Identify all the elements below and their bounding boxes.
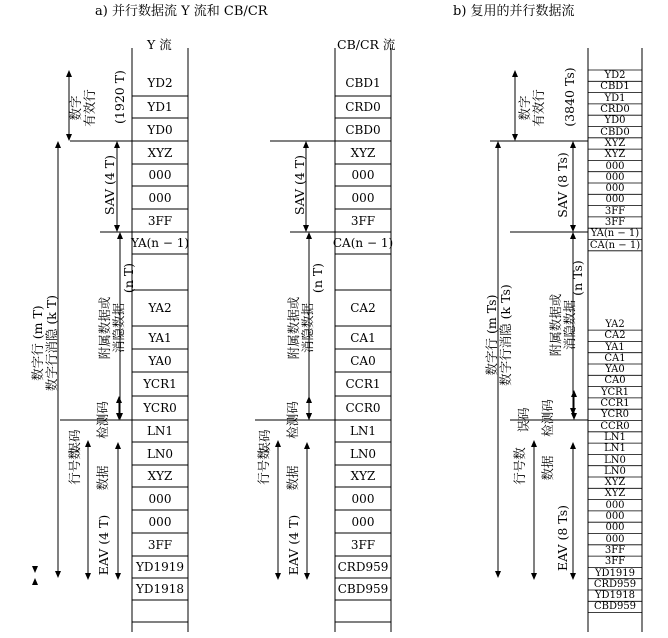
c-anc-arrow-head-up [306,232,312,239]
err-label-y: 误码 [67,429,82,455]
mux-stream-cell: 000 [605,533,625,545]
mux-anc-arrow-head-up [570,232,576,239]
line-label-y: 数字行 (m T) 数字行消隐 (k T) [30,294,59,392]
mux-stream-cell: YA1 [605,341,625,353]
mux-stream-cell: YA2 [605,318,625,330]
mux-active-arrow-head-down [512,134,518,141]
c-sav-arrow-head-up [303,141,309,148]
y-stream-cell: XYZ [147,145,173,160]
mux-stream-cell: XYZ [604,488,626,500]
y-eav-arrow-head-down [115,573,121,580]
mux-stream-cell: LN0 [604,454,626,466]
y-small-mark-2 [32,578,38,585]
y-eav-arrow-head-up [115,442,121,449]
y-stream-cell: YD1918 [135,582,185,596]
anc-n-label-c: (n T) [310,262,325,294]
c-stream-cell: CCR1 [345,377,381,391]
c-stream-cell: 000 [351,168,375,182]
mux-crc-arrow-head-down [571,413,577,420]
c-stream-cell: CRD0 [345,100,381,114]
mux-stream-cell: XYZ [604,149,626,161]
y-line-arrow-head-up [55,141,61,148]
mux-stream-cell: 3FF [604,205,626,217]
y-stream-cell: YD2 [147,76,173,90]
y-stream-cell: LN0 [146,446,174,461]
lnum-label-c: 行号数 [256,447,271,485]
anc-n-label-mux: (n Ts) [570,260,585,296]
sav-label-y: SAV (4 T) [102,155,117,215]
y-stream-cell: LN1 [146,424,174,438]
mux-stream-cell: 000 [605,160,625,172]
sav-label-mux: SAV (8 Ts) [555,152,570,218]
y-stream-cell: YA0 [148,353,172,368]
y-stream-cell: 000 [148,190,172,205]
y-lnum-arrow-head-down [85,573,91,580]
c-stream-cell: CA1 [350,330,376,345]
digital-active-label-mux: 数字 有效行 [517,89,546,127]
y-active-arrow-head-down [66,134,72,141]
mux-stream-cell: YA(n − 1) [590,228,640,240]
y-crc-arrow-head-up [116,396,122,403]
y-stream-cell: 3FF [147,537,173,552]
mux-stream-cell: CA2 [604,330,626,342]
mux-stream-cell: 3FF [604,544,626,556]
c-stream-cell: CBD959 [337,582,389,596]
mux-stream-cell: YA0 [605,364,625,376]
mux-stream-cell: YCR0 [601,409,629,421]
mux-stream-cell: 000 [605,183,625,195]
anc-label-c: 附属数据或 消隐数据 [286,296,315,360]
c-stream-cell: LN1 [349,424,377,438]
mux-stream-cell: 000 [605,511,625,523]
c-stream-cell: 000 [351,190,375,205]
mux-stream-cell: CCR1 [600,398,630,410]
mux-stream-cell: CRD0 [600,104,630,116]
mux-stream-cell: CA0 [604,375,626,387]
lnum-label-y: 行号数 [67,447,82,485]
ldata-label-y: 数据 [95,465,110,491]
mux-sav-arrow-head-down [570,225,576,232]
c-stream-cell: 3FF [350,537,376,552]
active-duration-label-y: (1920 T) [112,70,127,124]
crc-label-y: 检测码 [95,401,110,439]
y-sav-arrow-head-up [114,141,120,148]
mux-stream-cell: 000 [605,194,625,206]
c-lnum-arrow-head-up [275,440,281,447]
c-stream-cell: CBD1 [345,76,381,90]
c-stream-cell: CA2 [350,301,376,315]
y-small-mark-1 [32,566,38,573]
y-anc-arrow-head-up [117,232,123,239]
y-stream-cell: YD1919 [135,560,185,574]
mux-stream-cell: YD1918 [594,590,636,602]
digital-active-label-y: 数字 有效行 [68,89,97,127]
c-stream-cell: CA(n − 1) [332,236,394,250]
c-stream-cell: 000 [351,514,375,529]
eav-label-y: EAV (4 T) [96,514,111,576]
mux-eav-arrow-head-down [570,573,576,580]
mux-crc-arrow-head-up [571,390,577,397]
y-line-arrow-head-down [55,571,61,578]
mux-stream-cell: CA(n − 1) [589,239,641,251]
y-sav-arrow-head-down [114,225,120,232]
mux-stream-cell: YD0 [604,115,626,127]
c-crc-arrow-head-down [306,413,312,420]
mux-stream-cell: LN1 [604,443,626,455]
y-lnum-arrow-head-up [85,440,91,447]
mux-stream-cell: 3FF [604,217,626,229]
err-label-c: 误码 [257,429,272,455]
ldata-label-mux: 数据 [540,455,555,481]
y-stream-cell: YD0 [147,122,173,137]
mux-stream-cell: 000 [605,522,625,534]
active-duration-label-mux: (3840 Ts) [562,67,577,127]
c-stream-cell: 3FF [350,213,376,228]
eav-label-mux: EAV (8 Ts) [555,504,570,572]
line-label-mux: 数字行 (m Ts) 数字行消隐 (k Ts) [484,284,513,386]
mux-stream-cell: 3FF [604,556,626,568]
y-stream-cell: 000 [148,514,172,529]
c-stream-cell: XYZ [350,145,376,160]
c-stream-cell: LN0 [349,446,377,461]
y-stream-cell: 000 [148,491,172,506]
c-eav-arrow-head-up [304,442,310,449]
eav-label-c: EAV (4 T) [286,514,301,576]
y-stream-cell: YA(n − 1) [130,236,190,250]
c-lnum-arrow-head-down [275,573,281,580]
mux-line-arrow-head-down [495,571,501,578]
mux-line-arrow-head-up [495,141,501,148]
y-stream-cell: YA1 [148,330,172,345]
c-stream-cell: CRD959 [337,560,389,574]
header-y-stream: Y 流 [147,37,172,52]
title-b: b) 复用的并行数据流 [453,4,575,19]
mux-lnum-arrow-head-up [531,440,537,447]
c-stream-cell: 000 [351,491,375,506]
mux-eav-arrow-head-up [570,442,576,449]
mux-stream-cell: 000 [605,171,625,183]
c-crc-arrow-head-up [306,396,312,403]
mux-stream-cell: CCR0 [600,420,630,432]
c-stream-cell: XYZ [350,469,376,483]
c-eav-arrow-head-down [304,573,310,580]
anc-label-mux: 附属数据或 消隐数据 [548,293,577,357]
y-stream-cell: YA2 [148,301,172,315]
y-stream-cell: YCR0 [143,401,177,415]
mux-sav-arrow-head-up [570,141,576,148]
c-sav-arrow-head-down [303,225,309,232]
crc-label-c: 检测码 [285,401,300,439]
y-stream-cell: XYZ [147,469,173,483]
y-stream-cell: 000 [148,168,172,182]
mux-stream-cell: LN1 [604,431,626,443]
mux-stream-cell: CBD959 [593,601,637,613]
anc-n-label-y: (n T) [121,262,136,294]
mux-stream-cell: YD2 [604,70,626,82]
y-stream-cell: 3FF [147,213,173,228]
mux-lnum-arrow-head-down [531,573,537,580]
mux-stream-cell: YD1 [604,92,626,104]
mux-active-arrow-head-up [512,70,518,77]
c-stream-cell: CA0 [350,353,376,368]
lnum-label-mux: 行号数 [512,447,527,485]
y-active-arrow-head-up [66,70,72,77]
err-label-mux: 误码 [516,407,531,433]
anc-label-y: 附属数据或 消隐数据 [97,296,126,360]
title-a: a) 并行数据流 Y 流和 CB/CR [95,4,268,19]
crc-label-mux: 检测码 [540,399,555,437]
header-c-stream: CB/CR 流 [337,37,396,52]
y-stream-cell: YCR1 [143,377,177,391]
c-stream-cell: CCR0 [345,401,381,415]
ldata-label-c: 数据 [285,465,300,491]
mux-stream-cell: CBD1 [600,81,630,93]
mux-stream-cell: CBD0 [600,126,630,138]
mux-stream-cell: XYZ [604,137,626,149]
mux-stream-cell: YCR1 [601,386,629,398]
mux-stream-cell: 000 [605,499,625,511]
sav-label-c: SAV (4 T) [292,155,307,215]
y-stream-cell: YD1 [147,100,173,114]
c-stream-cell: CBD0 [345,122,381,137]
mux-stream-cell: LN0 [604,465,626,477]
mux-stream-cell: XYZ [604,477,626,489]
mux-stream-cell: YD1919 [594,567,636,579]
mux-stream-cell: CRD959 [593,578,637,590]
mux-stream-cell: CA1 [604,352,626,364]
